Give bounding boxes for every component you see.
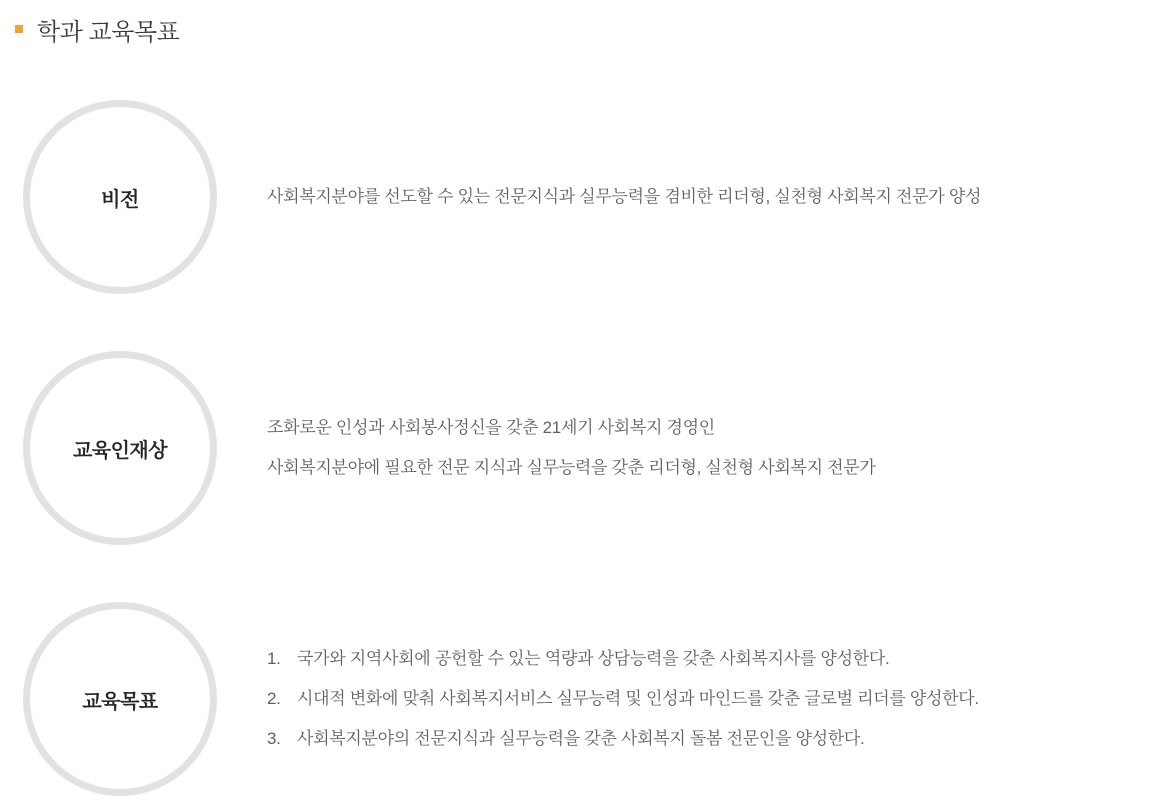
vision-circle-label: 비전 <box>101 188 139 211</box>
goals-list <box>217 639 979 759</box>
goal-item-2 <box>267 679 979 719</box>
goal-item-3 <box>267 719 979 759</box>
page-title: 학과 교육목표 <box>37 18 180 46</box>
talent-ideal-description <box>217 408 876 488</box>
row-vision <box>23 100 1152 294</box>
goal-item-3-text: 사회복지분야의 전문지식과 실무능력을 갖춘 사회복지 돌봄 전문인을 양성한다. <box>297 729 865 748</box>
orange-square-bullet-icon <box>15 25 23 33</box>
goal-item-1 <box>267 639 979 679</box>
talent-ideal-line-1: 조화로운 인성과 사회봉사정신을 갖춘 21세기 사회복지 경영인 <box>267 418 715 437</box>
row-talent-ideal <box>23 351 1152 545</box>
section-header <box>15 12 1152 46</box>
goals-circle <box>23 602 217 796</box>
vision-circle <box>23 100 217 294</box>
goal-item-1-text: 국가와 지역사회에 공헌할 수 있는 역량과 상담능력을 갖춘 사회복지사를 양성한다. <box>297 649 890 668</box>
talent-ideal-circle-label: 교육인재상 <box>72 439 168 462</box>
goal-item-2-text: 시대적 변화에 맞춰 사회복지서비스 실무능력 및 인성과 마인드를 갖춘 글로벌 리더를 양성한다. <box>297 689 979 708</box>
vision-description-line: 사회복지분야를 선도할 수 있는 전문지식과 실무능력을 겸비한 리더형, 실천형 사회복지 전문가 양성 <box>267 187 982 206</box>
vision-description <box>217 177 981 217</box>
goal-item-2-number: 2. <box>267 689 281 708</box>
row-goals <box>23 602 1152 796</box>
goals-circle-label: 교육목표 <box>82 690 158 713</box>
goal-rows <box>0 100 1152 796</box>
talent-ideal-circle <box>23 351 217 545</box>
goal-item-1-number: 1. <box>267 649 281 668</box>
talent-ideal-line-2: 사회복지분야에 필요한 전문 지식과 실무능력을 갖춘 리더형, 실천형 사회복지 전문가 <box>267 458 876 477</box>
goal-item-3-number: 3. <box>267 729 281 748</box>
